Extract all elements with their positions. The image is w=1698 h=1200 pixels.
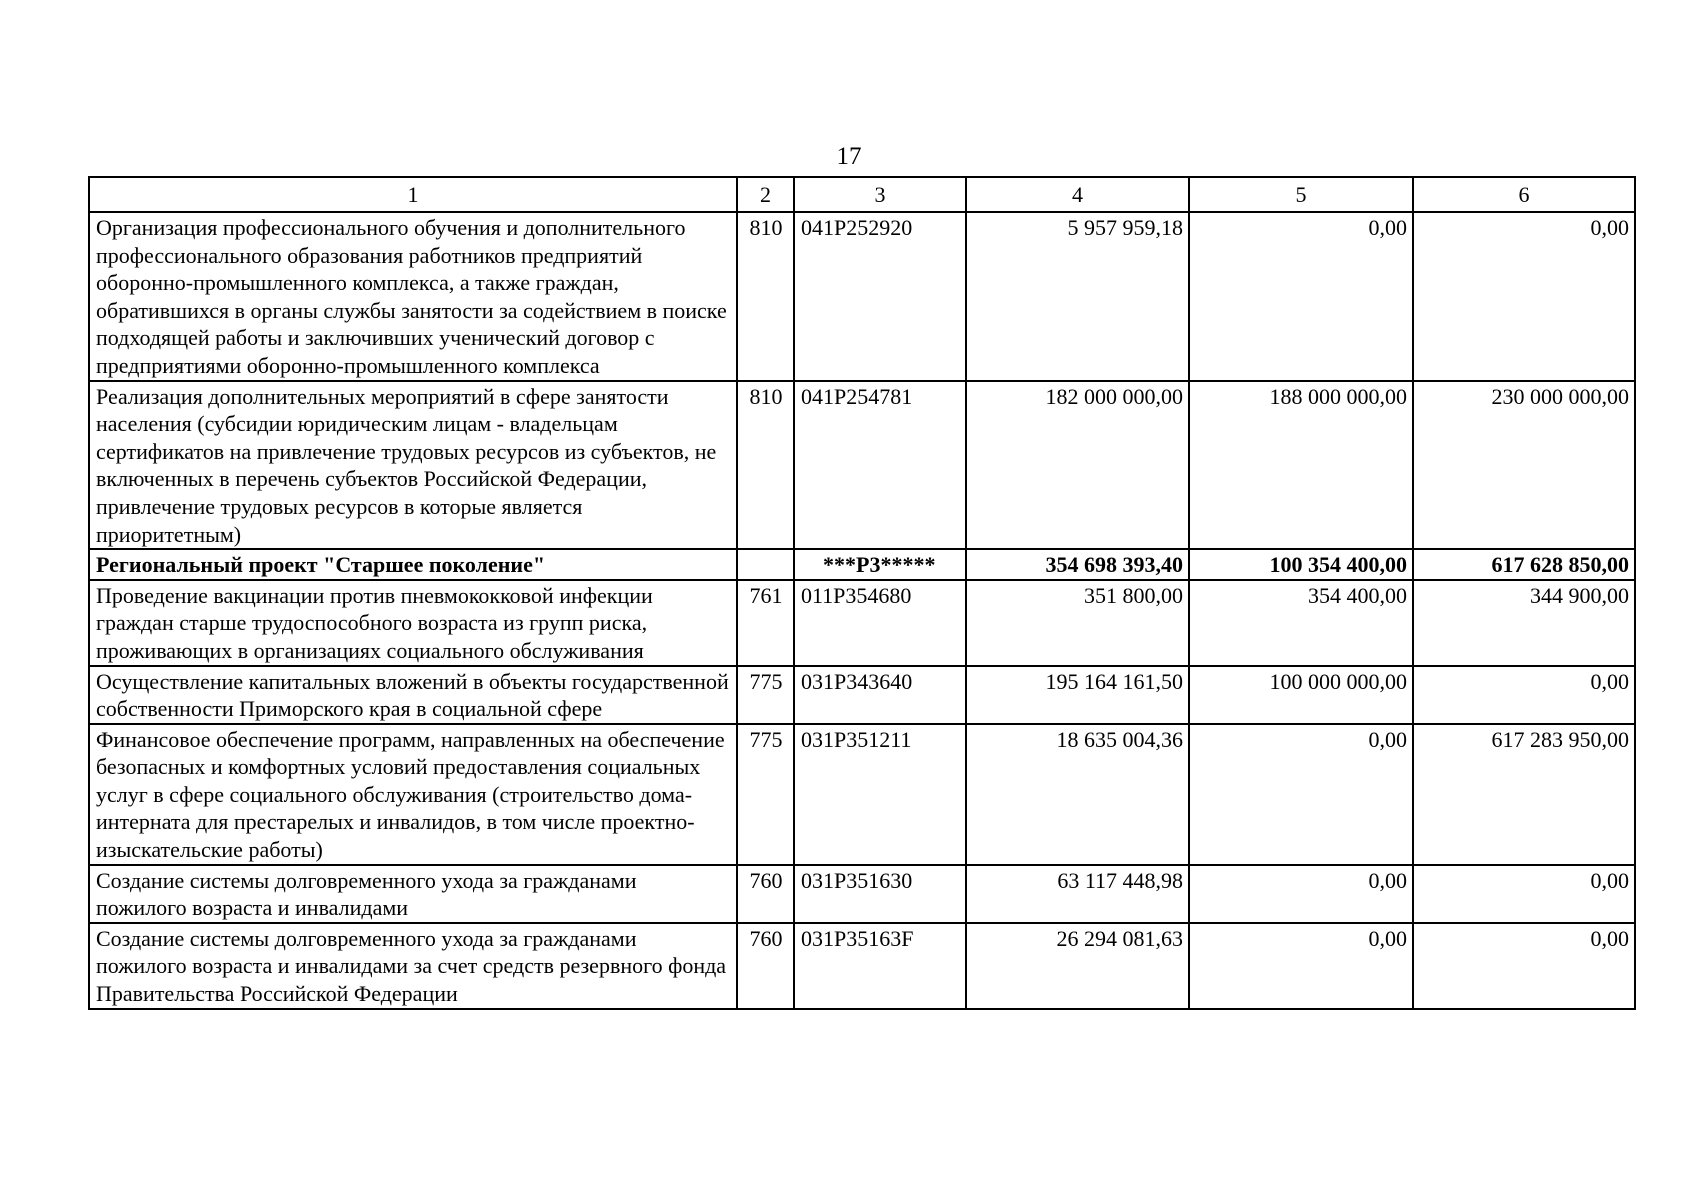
- budget-table: [88, 176, 1636, 1010]
- row-target: 031P351630: [794, 865, 966, 923]
- row-code: [737, 549, 794, 580]
- header-col-1: 1: [89, 177, 737, 212]
- row-name: Проведение вакцинации против пневмококковой инфекции граждан старше трудоспособного возраста из групп риска, проживающих в организациях социального обслуживания: [89, 580, 737, 666]
- row-value-4: 63 117 448,98: [966, 865, 1189, 923]
- table-row: [89, 724, 1635, 865]
- table-row: [89, 212, 1635, 381]
- row-target: 031P343640: [794, 666, 966, 724]
- header-col-5: 5: [1189, 177, 1413, 212]
- row-value-6: 0,00: [1413, 666, 1635, 724]
- row-value-5: 0,00: [1189, 865, 1413, 923]
- row-name: Создание системы долговременного ухода за гражданами пожилого возраста и инвалидами: [89, 865, 737, 923]
- table-row: [89, 580, 1635, 666]
- header-col-6: 6: [1413, 177, 1635, 212]
- row-value-4: 5 957 959,18: [966, 212, 1189, 381]
- row-value-4: 18 635 004,36: [966, 724, 1189, 865]
- row-value-4: 351 800,00: [966, 580, 1189, 666]
- table-row: [89, 666, 1635, 724]
- row-value-6: 0,00: [1413, 212, 1635, 381]
- row-code: 761: [737, 580, 794, 666]
- row-code: 775: [737, 724, 794, 865]
- row-name: Финансовое обеспечение программ, направленных на обеспечение безопасных и комфортных условий предоставления социальных услуг в сфере социального обслуживания (строительство дома-интерната для престарелых и инвалидов, в том числе проектно-изыскательские работы): [89, 724, 737, 865]
- row-name: Реализация дополнительных мероприятий в сфере занятости населения (субсидии юридическим лицам - владельцам сертификатов на привлечение трудовых ресурсов из субъектов, не включенных в перечень субъектов Российской Федерации, привлечение трудовых ресурсов в которые является приоритетным): [89, 381, 737, 550]
- header-col-4: 4: [966, 177, 1189, 212]
- row-value-6: 344 900,00: [1413, 580, 1635, 666]
- row-value-5: 100 000 000,00: [1189, 666, 1413, 724]
- row-value-4: 354 698 393,40: [966, 549, 1189, 580]
- row-name: Создание системы долговременного ухода за гражданами пожилого возраста и инвалидами за счет средств резервного фонда Правительства Российской Федерации: [89, 923, 737, 1009]
- row-name: Организация профессионального обучения и дополнительного профессионального образования работников предприятий оборонно-промышленного комплекса, а также граждан, обратившихся в органы службы занятости за содействием в поиске подходящей работы и заключивших ученический договор с предприятиями оборонно-промышленного комплекса: [89, 212, 737, 381]
- table-row: [89, 381, 1635, 550]
- table-row-section: [89, 549, 1635, 580]
- row-code: 810: [737, 381, 794, 550]
- row-value-6: 617 628 850,00: [1413, 549, 1635, 580]
- row-value-4: 195 164 161,50: [966, 666, 1189, 724]
- row-value-5: 0,00: [1189, 212, 1413, 381]
- row-code: 810: [737, 212, 794, 381]
- row-target: 031P35163F: [794, 923, 966, 1009]
- header-col-3: 3: [794, 177, 966, 212]
- row-target: 041P254781: [794, 381, 966, 550]
- row-target: ***P3*****: [794, 549, 966, 580]
- table-row: [89, 865, 1635, 923]
- row-value-5: 0,00: [1189, 724, 1413, 865]
- row-value-4: 182 000 000,00: [966, 381, 1189, 550]
- table-row: [89, 923, 1635, 1009]
- row-target: 041P252920: [794, 212, 966, 381]
- row-value-5: 188 000 000,00: [1189, 381, 1413, 550]
- row-value-6: 617 283 950,00: [1413, 724, 1635, 865]
- row-code: 760: [737, 865, 794, 923]
- row-value-4: 26 294 081,63: [966, 923, 1189, 1009]
- row-target: 031P351211: [794, 724, 966, 865]
- row-value-6: 230 000 000,00: [1413, 381, 1635, 550]
- header-row: [89, 177, 1635, 212]
- row-value-5: 354 400,00: [1189, 580, 1413, 666]
- header-col-2: 2: [737, 177, 794, 212]
- page-number: 17: [836, 143, 862, 170]
- row-value-5: 100 354 400,00: [1189, 549, 1413, 580]
- row-code: 775: [737, 666, 794, 724]
- row-value-6: 0,00: [1413, 923, 1635, 1009]
- row-target: 011P354680: [794, 580, 966, 666]
- row-value-6: 0,00: [1413, 865, 1635, 923]
- row-name: Региональный проект "Старшее поколение": [89, 549, 737, 580]
- row-code: 760: [737, 923, 794, 1009]
- row-value-5: 0,00: [1189, 923, 1413, 1009]
- row-name: Осуществление капитальных вложений в объекты государственной собственности Приморского края в социальной сфере: [89, 666, 737, 724]
